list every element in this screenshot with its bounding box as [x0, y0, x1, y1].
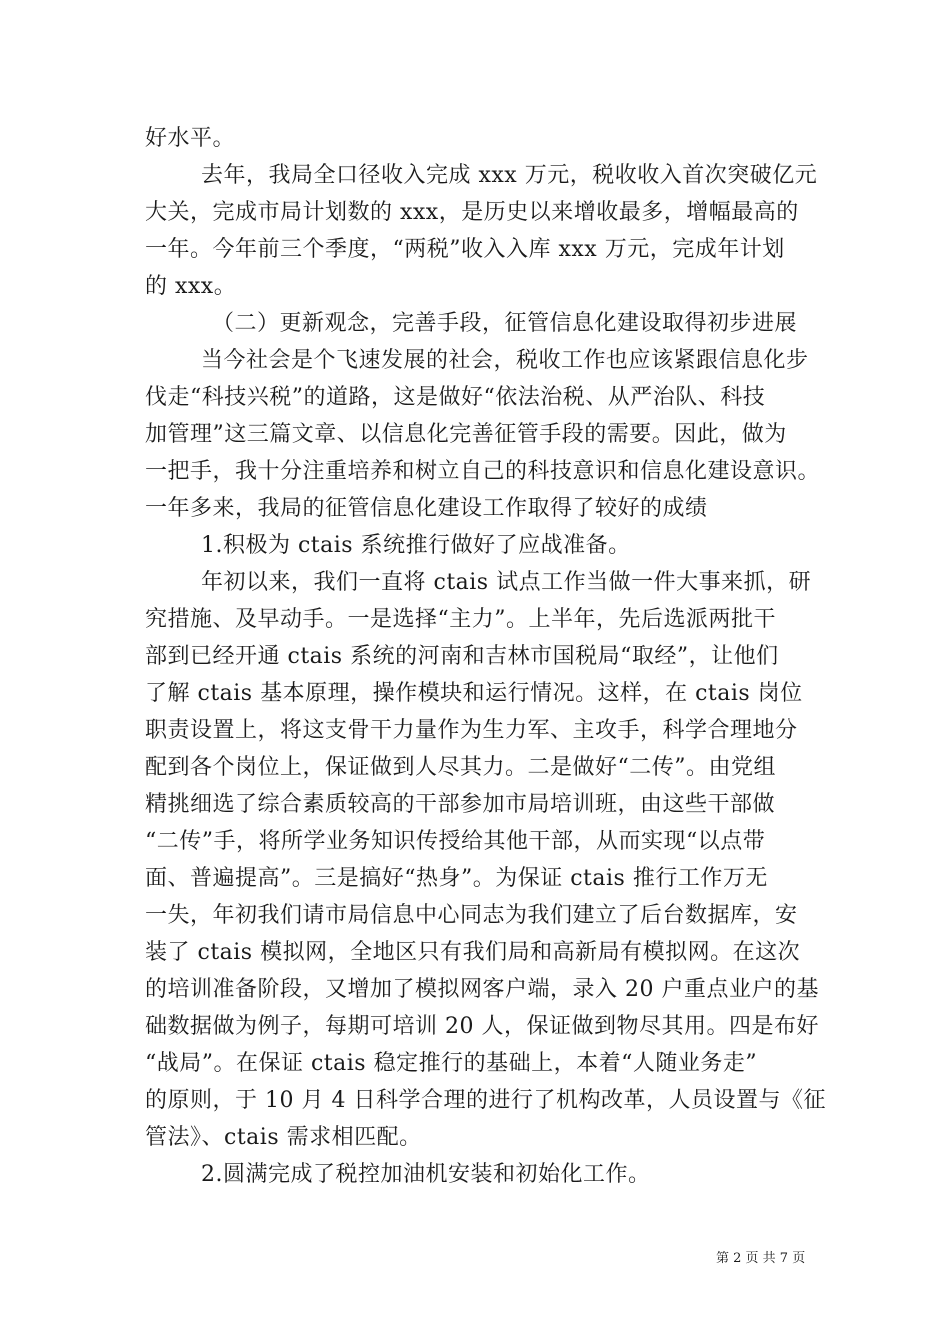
text-line: 究措施、及早动手。一是选择“主力”。上半年，先后选派两批干	[145, 607, 776, 632]
text-line: 精挑细选了综合素质较高的干部参加市局培训班，由这些干部做	[145, 792, 776, 817]
text-line: 一把手，我十分注重培养和树立自己的科技意识和信息化建设意识。	[145, 459, 821, 484]
text-line: 伐走“科技兴税”的道路，这是做好“依法治税、从严治队、科技	[145, 385, 766, 410]
text-line: 管法》、ctais 需求相匹配。	[145, 1125, 422, 1150]
section-heading: （二）更新观念，完善手段，征管信息化建设取得初步进展	[212, 311, 798, 336]
text-line: 的 xxx。	[145, 274, 237, 299]
text-line: 一年。今年前三个季度，“两税”收入入库 xxx 万元，完成年计划	[145, 237, 785, 262]
text-line: 面、普遍提高”。三是搞好“热身”。为保证 ctais 推行工作万无	[145, 866, 768, 891]
text-line: 加管理”这三篇文章、以信息化完善征管手段的需要。因此，做为	[145, 422, 787, 447]
subsection-heading: 2.圆满完成了税控加油机安装和初始化工作。	[201, 1162, 651, 1187]
text-line: 了解 ctais 基本原理，操作模块和运行情况。这样，在 ctais 岗位	[145, 681, 803, 706]
subsection-heading: 1.积极为 ctais 系统推行做好了应战准备。	[201, 533, 631, 558]
text-line: 大关，完成市局计划数的 xxx，是历史以来增收最多，增幅最高的	[145, 200, 799, 225]
text-line: 职责设置上，将这支骨干力量作为生力军、主攻手，科学合理地分	[145, 718, 798, 743]
text-line: 一年多来，我局的征管信息化建设工作取得了较好的成绩	[145, 496, 708, 521]
text-line: “战局”。在保证 ctais 稳定推行的基础上，本着“人随业务走”	[145, 1051, 758, 1076]
text-line: 好水平。	[145, 126, 236, 151]
text-line: 年初以来，我们一直将 ctais 试点工作当做一件大事来抓，研	[201, 570, 812, 595]
page-number: 第 2 页 共 7 页	[716, 1251, 806, 1266]
text-line: 一失，年初我们请市局信息中心同志为我们建立了后台数据库，安	[145, 903, 798, 928]
text-line: 部到已经开通 ctais 系统的河南和吉林市国税局“取经”，让他们	[145, 644, 779, 669]
text-line: 的原则，于 10 月 4 日科学合理的进行了机构改革，人员设置与《征	[145, 1088, 826, 1113]
text-line: 配到各个岗位上，保证做到人尽其力。二是做好“二传”。由党组	[145, 755, 776, 780]
text-line: “二传”手，将所学业务知识传授给其他干部，从而实现“以点带	[145, 829, 766, 854]
text-line: 装了 ctais 模拟网，全地区只有我们局和高新局有模拟网。在这次	[145, 940, 801, 965]
text-line: 去年，我局全口径收入完成 xxx 万元，税收收入首次突破亿元	[201, 163, 818, 188]
text-line: 当今社会是个飞速发展的社会，税收工作也应该紧跟信息化步	[201, 348, 809, 373]
text-line: 础数据做为例子，每期可培训 20 人，保证做到物尽其用。四是布好	[145, 1014, 819, 1039]
text-line: 的培训准备阶段，又增加了模拟网客户端，录入 20 户重点业户的基	[145, 977, 819, 1002]
